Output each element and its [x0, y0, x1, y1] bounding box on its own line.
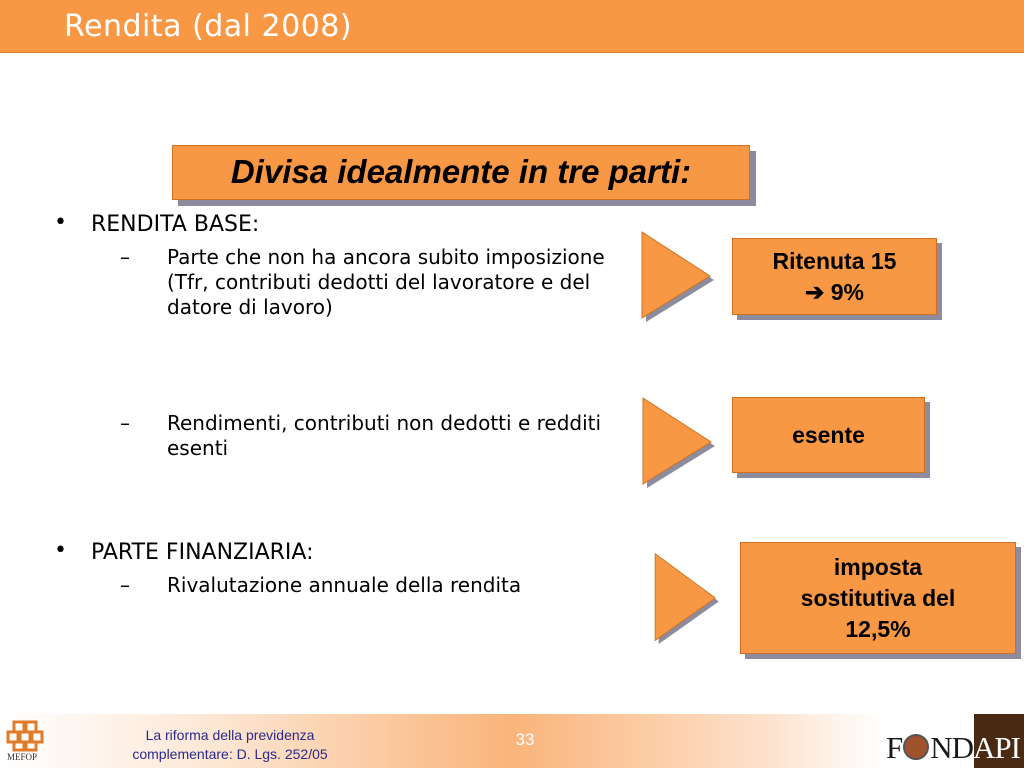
result-box-imposta-sostitutiva	[740, 542, 1016, 654]
sub-dash: –	[120, 411, 130, 435]
bullet-dot: •	[54, 210, 67, 235]
result-text: 12,5%	[845, 615, 911, 642]
subitem-text: Parte che non ha ancora subito imposizione (Tfr, contributi dedotti del lavoratore e del datore di lavoro)	[167, 245, 605, 319]
mefop-label: MEFOP	[7, 752, 38, 762]
result-text: esente	[792, 421, 865, 448]
result-text: imposta	[833, 553, 923, 580]
footer-caption-line: La riforma della previdenza	[145, 727, 315, 743]
footer-caption	[100, 726, 360, 764]
bullet-label: RENDITA BASE:	[91, 212, 260, 237]
title-bar	[0, 0, 1024, 53]
fondapi-logo	[882, 714, 1024, 768]
subitem-text: Rivalutazione annuale della rendita	[167, 573, 522, 597]
fondapi-logo-letter: F	[886, 730, 903, 765]
slide-footer	[0, 714, 1024, 768]
result-box-esente	[732, 397, 925, 473]
fondapi-logo-text	[886, 730, 1020, 766]
result-text: ➔ 9%	[805, 278, 864, 305]
play-triangle-icon	[649, 552, 725, 644]
fondapi-o-icon	[903, 734, 929, 760]
bullet-dot: •	[54, 538, 67, 563]
sub-dash: –	[120, 245, 130, 269]
fondapi-logo-accent: API	[973, 730, 1020, 765]
slide-subtitle: Divisa idealmente in tre parti:	[230, 153, 692, 190]
result-text: Ritenuta 15	[772, 247, 897, 274]
bullet-label: PARTE FINANZIARIA:	[91, 540, 314, 565]
sub-dash: –	[120, 573, 130, 597]
subitem-text: Rendimenti, contributi non dedotti e redditi esenti	[167, 411, 602, 460]
fondapi-logo-letters: ND	[930, 730, 974, 765]
result-text: sostitutiva del	[800, 584, 956, 611]
slide-title: Rendita (dal 2008)	[64, 9, 353, 44]
result-box-ritenuta	[732, 238, 937, 315]
subtitle-box	[172, 145, 750, 200]
footer-caption-line: complementare: D. Lgs. 252/05	[132, 746, 328, 762]
play-triangle-icon	[640, 230, 716, 322]
page-number: 33	[515, 730, 535, 749]
play-triangle-icon	[641, 396, 717, 488]
